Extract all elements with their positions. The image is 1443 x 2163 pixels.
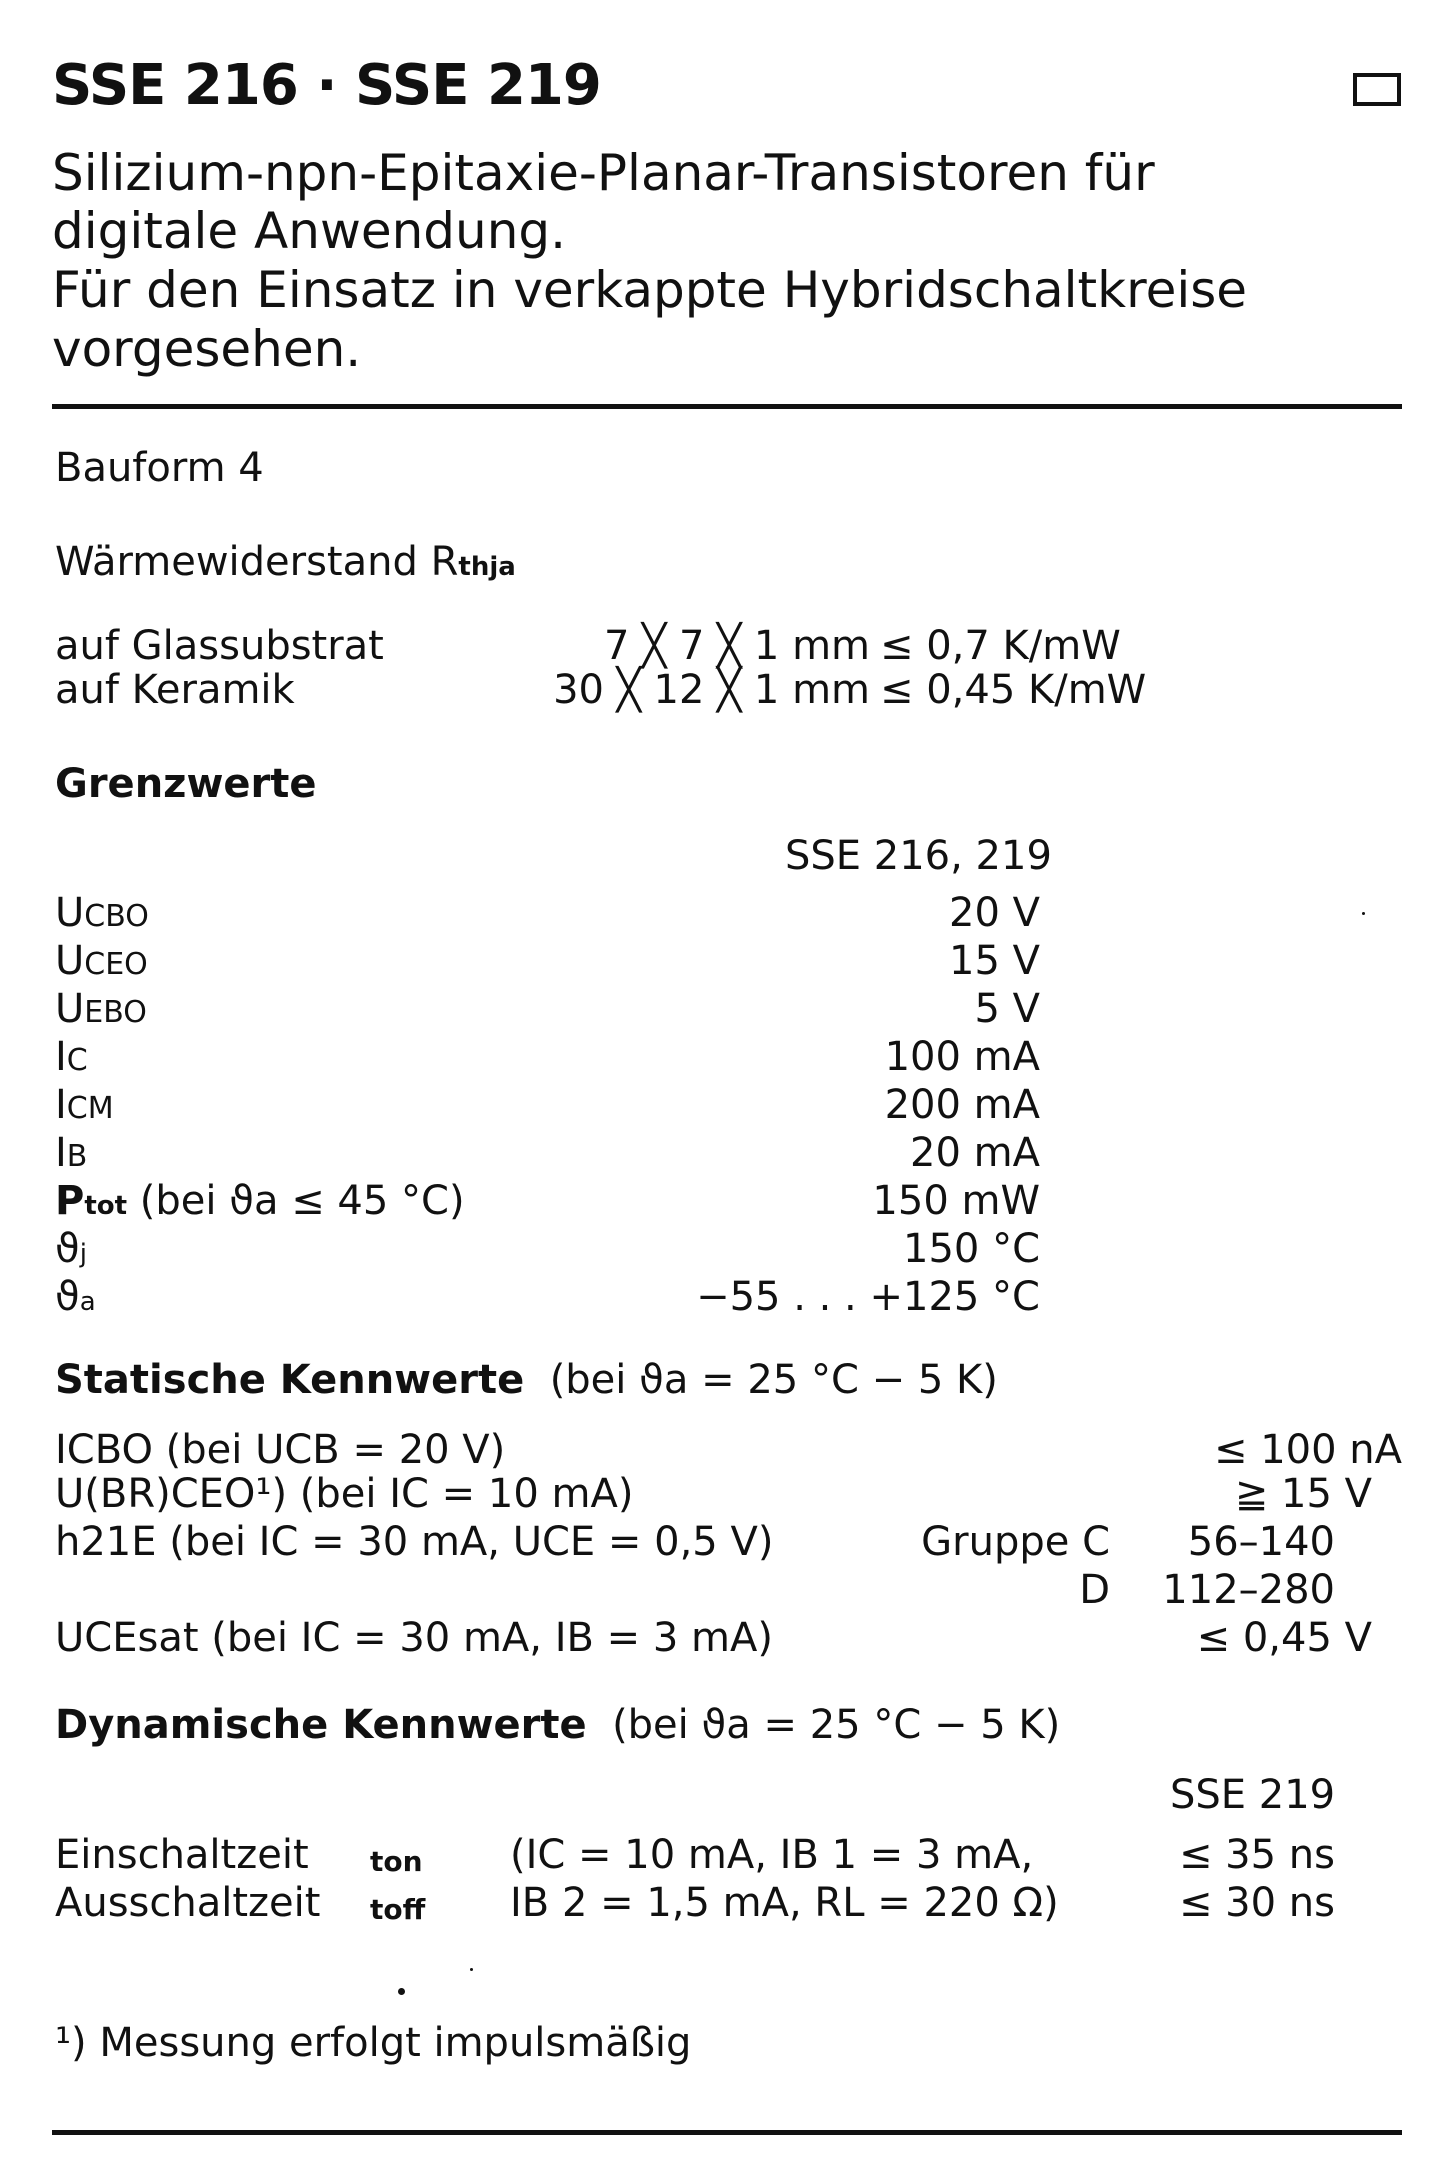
description-line: Silizium-npn-Epitaxie-Planar-Transistoren für xyxy=(52,144,1155,202)
limit-value: −55 . . . +125 °C xyxy=(696,1274,1040,1320)
static-value: ≤ 100 nA xyxy=(1213,1427,1402,1473)
limit-value: 100 mA xyxy=(884,1034,1040,1080)
footnote: ¹) Messung erfolgt impulsmäßig xyxy=(55,2020,692,2066)
thermal-row-label: auf Glassubstrat xyxy=(55,623,384,669)
limits-heading: Grenzwerte xyxy=(55,761,317,807)
top-divider xyxy=(52,404,1402,409)
static-param: h21E (bei IC = 30 mA, UCE = 0,5 V) xyxy=(55,1519,774,1565)
dynamic-condition: (IC = 10 mA, IB 1 = 3 mA, xyxy=(510,1832,1034,1878)
limit-symbol: UCEO xyxy=(55,938,148,984)
thermal-row-value: ≤ 0,7 K/mW xyxy=(880,623,1121,669)
static-param: U(BR)CEO¹) (bei IC = 10 mA) xyxy=(55,1471,634,1517)
limit-value: 200 mA xyxy=(884,1082,1040,1128)
dynamic-value: ≤ 35 ns xyxy=(1178,1832,1335,1878)
static-value: ≤ 0,45 V xyxy=(1196,1615,1372,1661)
dynamic-heading: Dynamische Kennwerte (bei ϑa = 25 °C − 5 K) xyxy=(55,1702,1061,1748)
limits-column-header: SSE 216, 219 xyxy=(785,833,1052,879)
static-param: ICBO (bei UCB = 20 V) xyxy=(55,1427,506,1473)
limit-symbol: IB xyxy=(55,1130,88,1176)
bottom-divider xyxy=(52,2130,1402,2135)
print-speck xyxy=(1362,912,1365,915)
static-param: UCEsat (bei IC = 30 mA, IB = 3 mA) xyxy=(55,1615,773,1661)
thermal-row-label: auf Keramik xyxy=(55,667,295,713)
thermal-row-dims: 30 ╳ 12 ╳ 1 mm xyxy=(553,667,870,713)
static-group: Gruppe C xyxy=(921,1519,1110,1565)
limit-symbol: IC xyxy=(55,1034,88,1080)
thermal-heading: Wärmewiderstand Rthja xyxy=(55,539,516,585)
dynamic-column-header: SSE 219 xyxy=(1170,1772,1336,1818)
static-value: 56–140 xyxy=(1187,1519,1335,1565)
bauform-label: Bauform 4 xyxy=(55,445,264,491)
static-group: D xyxy=(1079,1567,1110,1613)
limit-value: 20 mA xyxy=(910,1130,1040,1176)
limit-value: 150 °C xyxy=(903,1226,1040,1272)
print-speck xyxy=(398,1988,405,1995)
limit-value: 20 V xyxy=(949,890,1040,936)
limit-symbol: ϑj xyxy=(55,1226,87,1272)
limit-symbol: UCBO xyxy=(55,890,149,936)
print-speck xyxy=(470,1968,473,1971)
dynamic-value: ≤ 30 ns xyxy=(1178,1880,1335,1926)
static-value: ≧ 15 V xyxy=(1234,1471,1372,1517)
thermal-row-dims: 7 ╳ 7 ╳ 1 mm xyxy=(603,623,870,669)
limit-value: 150 mW xyxy=(872,1178,1040,1224)
dynamic-symbol: toff xyxy=(370,1893,426,1926)
limit-value: 5 V xyxy=(974,986,1040,1032)
dynamic-symbol: ton xyxy=(370,1845,423,1878)
dynamic-name: Ausschaltzeit xyxy=(55,1880,321,1926)
dynamic-name: Einschaltzeit xyxy=(55,1832,309,1878)
limit-symbol: ICM xyxy=(55,1082,114,1128)
page-title: SSE 216 · SSE 219 xyxy=(52,53,601,118)
thermal-row-value: ≤ 0,45 K/mW xyxy=(880,667,1147,713)
package-outline-icon xyxy=(1353,73,1401,106)
static-value: 112–280 xyxy=(1162,1567,1335,1613)
limit-value: 15 V xyxy=(949,938,1040,984)
description-line: Für den Einsatz in verkappte Hybridschaltkreise xyxy=(52,261,1248,319)
limit-symbol: UEBO xyxy=(55,986,147,1032)
description-line: vorgesehen. xyxy=(52,320,362,378)
static-heading: Statische Kennwerte (bei ϑa = 25 °C − 5 K) xyxy=(55,1357,998,1403)
limit-symbol: Ptot (bei ϑa ≤ 45 °C) xyxy=(55,1178,465,1224)
limit-symbol: ϑa xyxy=(55,1274,96,1320)
dynamic-condition: IB 2 = 1,5 mA, RL = 220 Ω) xyxy=(510,1880,1059,1926)
description-line: digitale Anwendung. xyxy=(52,202,567,260)
